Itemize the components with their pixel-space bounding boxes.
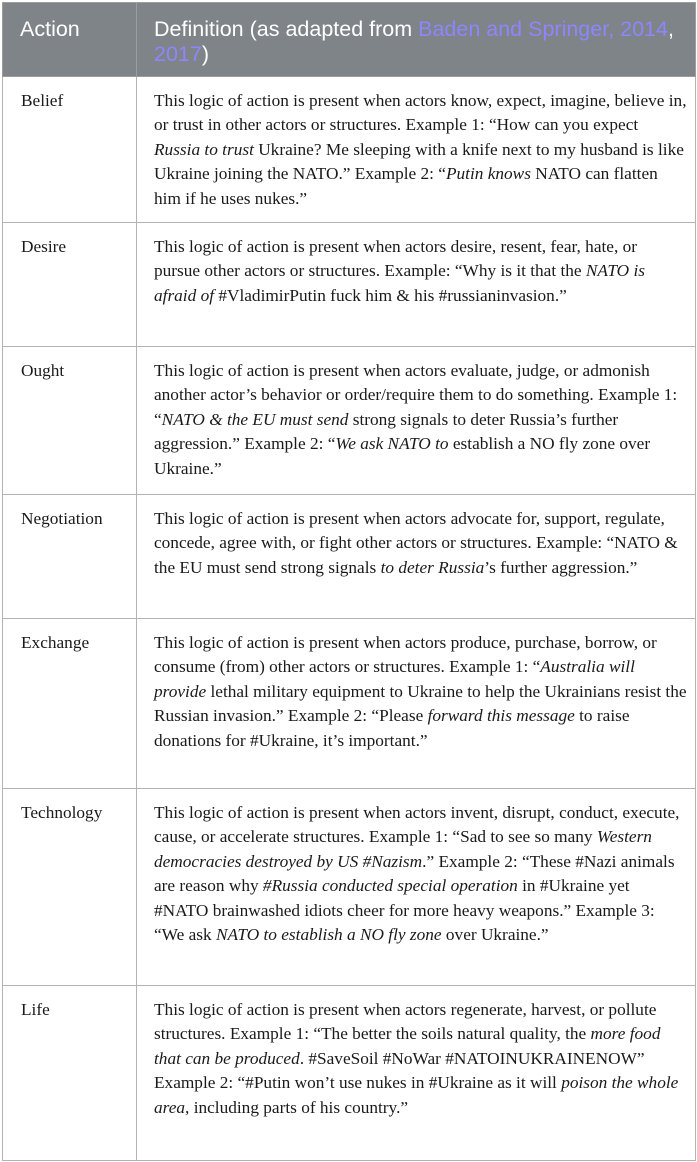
- definition-example-emphasis: NATO to establish a NO fly zone: [215, 925, 442, 945]
- definition-example-emphasis: NATO & the EU must send: [161, 409, 349, 429]
- definition-example-emphasis: Western democracies destroyed by US #Nazism: [154, 827, 652, 871]
- definition-text: strong signals to deter Russia’s further aggression.” Example 2: “: [154, 409, 619, 454]
- definition-text: , including parts of his country.”: [185, 1097, 409, 1117]
- table-row: [3, 495, 696, 619]
- citation-link-2017[interactable]: 2017: [154, 42, 202, 66]
- definition-text: This logic of action is present when actors regenerate, harvest, or pollute structures. Example 1: “The better the soils natural quality, the: [154, 1000, 657, 1044]
- definition-text: to raise donations for #Ukraine, it’s important.”: [154, 706, 630, 750]
- table-row: [3, 77, 696, 223]
- table-row: [3, 619, 696, 789]
- action-cell: Exchange: [3, 619, 137, 789]
- action-cell: Desire: [3, 223, 137, 347]
- definition-cell: [137, 495, 696, 619]
- definition-example-emphasis: poison the whole area: [154, 1073, 679, 1117]
- header-definition-prefix: Definition (as adapted from: [154, 17, 419, 41]
- action-cell: Ought: [3, 347, 137, 495]
- definition-example-emphasis: Australia will provide: [154, 657, 635, 701]
- definition-example-emphasis: We ask NATO to: [335, 434, 449, 454]
- definition-example-emphasis: #Russia conducted special operation: [262, 876, 518, 896]
- header-definition-separator: ,: [667, 17, 674, 41]
- table-row: [3, 347, 696, 495]
- definition-text: over Ukraine.”: [441, 925, 549, 945]
- definition-example-emphasis: more food that can be produced: [154, 1024, 661, 1068]
- action-cell: Life: [3, 986, 137, 1161]
- header-definition: [137, 3, 696, 77]
- definition-text: lethal military equipment to Ukraine to help the Ukrainians resist the Russian invasion.” Example 2: “Please: [154, 681, 687, 726]
- table-row: [3, 986, 696, 1161]
- definition-text: NATO can flatten him if he uses nukes.”: [154, 164, 658, 208]
- definition-text: This logic of action is present when actors produce, purchase, borrow, or consume (from) other actors or structures. Example 1: “: [154, 633, 657, 677]
- header-definition-suffix: ): [201, 42, 210, 66]
- definition-text: Ukraine? Me sleeping with a knife next to my husband is like Ukraine joining the NATO.” Example 2: “: [154, 139, 684, 184]
- citation-link-2014[interactable]: Baden and Springer, 2014: [418, 17, 668, 41]
- table-row: [3, 789, 696, 986]
- definition-cell: [137, 347, 696, 495]
- logic-of-action-table: [2, 2, 696, 1161]
- definition-text: This logic of action is present when actors advocate for, support, regulate, concede, agree with, or fight other actors or structures. Example: “NATO & the EU must send strong signals: [154, 509, 678, 577]
- definition-text: This logic of action is present when actors know, expect, imagine, believe in, or trust in other actors or structures. Example 1: “How can you expect: [154, 91, 687, 135]
- definition-cell: [137, 223, 696, 347]
- definition-text: This logic of action is present when actors invent, disrupt, conduct, execute, cause, or accelerate structures. Example 1: “Sad to see so many: [154, 803, 680, 847]
- action-cell: Negotiation: [3, 495, 137, 619]
- definition-example-emphasis: to deter Russia: [380, 557, 485, 577]
- definition-cell: [137, 986, 696, 1161]
- definition-text: . #SaveSoil #NoWar #NATOINUKRAINENOW” Example 2: “#Putin won’t use nukes in #Ukraine as it will: [154, 1048, 645, 1093]
- definition-cell: [137, 77, 696, 223]
- definition-example-emphasis: forward this message: [427, 706, 575, 726]
- definition-text: This logic of action is present when actors desire, resent, fear, hate, or pursue other actors or structures. Example: “Why is it that the: [154, 237, 638, 281]
- definition-text: establish a NO fly zone over Ukraine.”: [154, 434, 651, 478]
- definition-cell: [137, 619, 696, 789]
- definition-cell: [137, 789, 696, 986]
- definition-text: This logic of action is present when actors evaluate, judge, or admonish another actor’s behavior or order/require them to do something. Example 1: “: [154, 361, 678, 429]
- definition-example-emphasis: NATO is afraid of: [154, 261, 645, 305]
- action-cell: Technology: [3, 789, 137, 986]
- table-header: [3, 3, 696, 77]
- header-row: [3, 3, 696, 77]
- action-cell: Belief: [3, 77, 137, 223]
- definition-text: .” Example 2: “These #Nazi animals are reason why: [154, 851, 675, 896]
- definition-text: in #Ukraine yet #NATO brainwashed idiots cheer for more heavy weapons.” Example 3: “We ask: [154, 876, 655, 945]
- definition-example-emphasis: Putin knows: [445, 164, 531, 184]
- table-body: [3, 77, 696, 1161]
- definition-text: #VladimirPutin fuck him & his #russianinvasion.”: [214, 285, 567, 305]
- header-action: Action: [3, 3, 137, 77]
- definition-text: ’s further aggression.”: [484, 557, 638, 577]
- table-row: [3, 223, 696, 347]
- definition-example-emphasis: Russia to trust: [154, 139, 254, 159]
